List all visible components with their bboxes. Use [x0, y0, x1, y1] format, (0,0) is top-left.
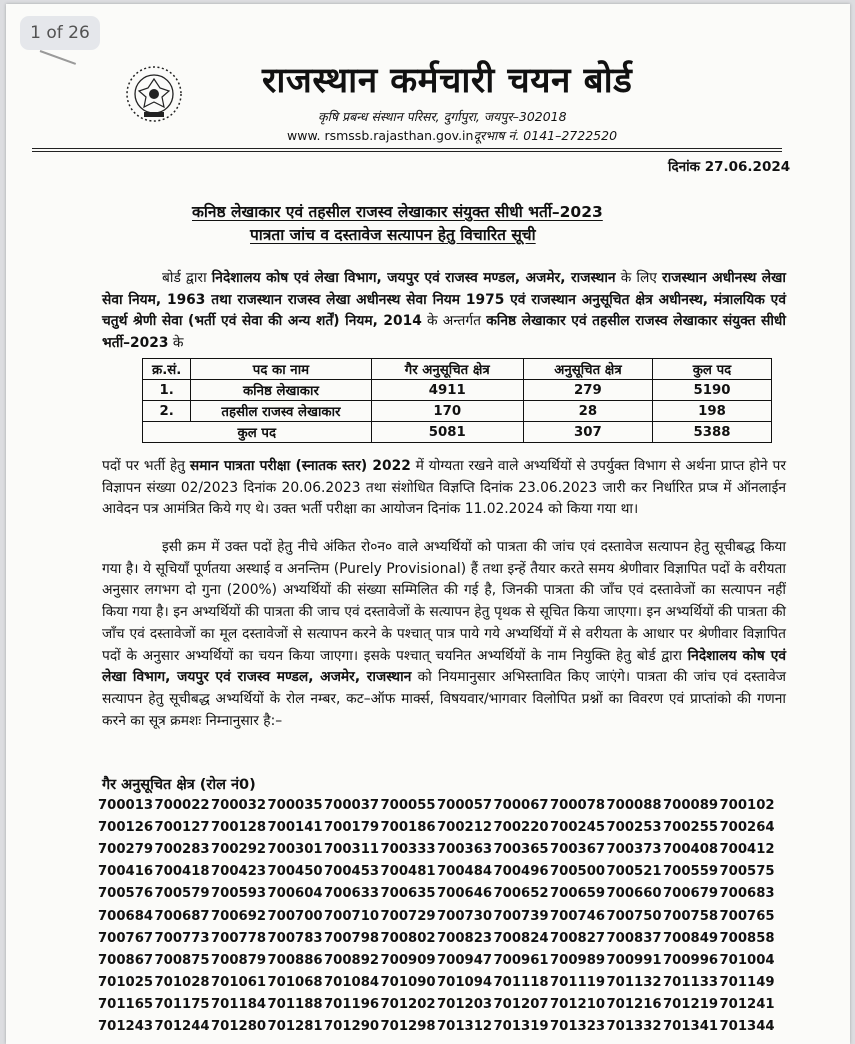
roll-number: 701244 [154, 1019, 210, 1035]
roll-number: 700496 [493, 864, 549, 880]
roll-number: 700078 [550, 797, 606, 813]
roll-number: 700220 [493, 819, 549, 835]
roll-row [98, 838, 776, 860]
roll-number: 700055 [380, 797, 436, 813]
roll-number: 700418 [154, 864, 210, 880]
roll-number: 700279 [98, 841, 154, 857]
roll-number: 700824 [493, 930, 549, 946]
roll-number: 700521 [606, 864, 662, 880]
roll-number: 700089 [663, 797, 719, 813]
verification-paragraph: इसी क्रम में उक्त पदों हेतु नीचे अंकित रो०न० वाले अभ्यर्थियों को पात्रता की जांच एवं दस्तावेज सत्यापन हेतु सूचीबद्ध किया गया है। ये सूचियाँ पूर्णतया अस्थाई व अनन्तिम (Purely Provisional) हैं तथा इन्हें तैयार करते समय श्रेणीवार विज्ञापित पदों के वरीयता अनुसार लगभग दो गुना (200%) अभ्यर्थियों की संख्या सम्मिलित की गई है, जिनकी पात्रता की जाँच एवं दस्तावेजों का सत्यापन नहीं किया गया है। इन अभ्यर्थियों की पात्रता की जाच एवं दस्तावेजों के सत्यापन हेतु पृथक से सूचित किया जाएगा। इन अभ्यर्थियों की पात्रता की जाँच एवं दस्तावेजों का मूल दस्तावेजों से सत्यापन करने के पश्चात् पात्र पाये गये अभ्यर्थियों में से वरीयता के आधार पर श्रेणीवार विज्ञापित पदों के अनुसार अभ्यर्थियों का चयन किया जाएगा। इसके पश्चात् चयनित अभ्यर्थियों के नाम नियुक्ति हेतु बोर्ड द्वारा निदेशालय कोष एवं लेखा विभाग, जयपुर एवं राजस्व मण्डल, अजमेर, राजस्थान को नियमानुसार अभिस्तावित किए जाएंगे। पात्रता की जांच एवं दस्तावेज सत्यापन हेतु सूचीबद्ध अभ्यर्थियों के रोल नम्बर, कट–ऑफ मार्क्स, विषयवार/भागवार विलोपित प्रश्नों का विवरण एवं प्राप्तांको की गणना करने का सूत्र क्रमशः निम्नानुसार है:– [102, 539, 787, 729]
roll-number: 701188 [267, 997, 323, 1013]
subject-line-1: कनिष्ठ लेखाकार एवं तहसील राजस्व लेखाकार संयुक्त सीधी भर्ती–2023 [192, 203, 603, 221]
roll-number: 700408 [663, 841, 719, 857]
roll-number: 700212 [437, 819, 493, 835]
roll-row [98, 972, 776, 994]
roll-number: 700311 [324, 841, 380, 857]
roll-number: 701280 [211, 1019, 267, 1035]
posts-table [142, 358, 772, 443]
roll-number: 701341 [663, 1019, 719, 1035]
roll-number: 700989 [550, 952, 606, 968]
roll-number: 700684 [98, 908, 154, 924]
roll-number: 700292 [211, 841, 267, 857]
roll-number: 700186 [380, 819, 436, 835]
roll-number: 700013 [98, 797, 154, 813]
exam-paragraph: पदों पर भर्ती हेतु समान पात्रता परीक्षा (स्नातक स्तर) 2022 में योग्यता रखने वाले अभ्यर्थियों से उपर्युक्त विभाग से अर्थना प्राप्त होने पर विज्ञापन संख्या 02/2023 दिनांक 20.06.2023 तथा संशोधित विज्ञप्ति दिनांक 23.06.2023 जारी कर निर्धारित प्रप्त्र में ऑनलाईन आवेदन पत्र आमंत्रित किये गए थे। उक्त भर्ती परीक्षा का आयोजन दिनांक 11.02.2024 को किया गया था। [102, 458, 787, 518]
roll-number: 700683 [719, 886, 775, 902]
roll-number: 700416 [98, 864, 154, 880]
roll-number: 700032 [211, 797, 267, 813]
roll-number: 700128 [211, 819, 267, 835]
roll-number: 700253 [606, 819, 662, 835]
roll-number: 700679 [663, 886, 719, 902]
roll-number: 700849 [663, 930, 719, 946]
roll-number: 700750 [606, 908, 662, 924]
roll-number: 700765 [719, 908, 775, 924]
roll-number: 700037 [324, 797, 380, 813]
document-page [6, 4, 850, 1044]
roll-number: 701344 [719, 1019, 775, 1035]
roll-number: 700481 [380, 864, 436, 880]
roll-number: 700579 [154, 886, 210, 902]
roll-number: 700660 [606, 886, 662, 902]
posts-table-total-row: कुल पद 5081 307 5388 [143, 422, 772, 443]
roll-number: 700484 [437, 864, 493, 880]
roll-number: 700823 [437, 930, 493, 946]
roll-number: 700102 [719, 797, 775, 813]
roll-number: 701207 [493, 997, 549, 1013]
intro-paragraph: बोर्ड द्वारा निदेशालय कोष एवं लेखा विभाग, जयपुर एवं राजस्व मण्डल, अजमेर, राजस्थान के लिए राजस्थान अधीनस्थ लेखा सेवा नियम, 1963 तथा राजस्थान राजस्व लेखा अधीनस्थ सेवा नियम 1975 एवं राजस्थान अनुसूचित क्षेत्र अधीनस्थ, मंत्रालयिक एवं चतुर्थ श्रेणी सेवा (भर्ती एवं सेवा की अन्य शर्तें) नियम, 2014 के अन्तर्गत कनिष्ठ लेखाकार एवं तहसील राजस्व लेखाकार संयुक्त सीधी भर्ती–2023 के [102, 270, 787, 352]
roll-number: 700767 [98, 930, 154, 946]
roll-number: 700633 [324, 886, 380, 902]
roll-number: 700593 [211, 886, 267, 902]
roll-number: 701094 [437, 975, 493, 991]
roll-number: 700687 [154, 908, 210, 924]
roll-number: 701068 [267, 975, 323, 991]
roll-number: 701219 [663, 997, 719, 1013]
posts-table-header [143, 359, 772, 380]
roll-number: 700022 [154, 797, 210, 813]
roll-number: 700127 [154, 819, 210, 835]
roll-number: 700423 [211, 864, 267, 880]
posts-table-row: 2. तहसील राजस्व लेखाकार 170 28 198 [143, 401, 772, 422]
posts-col-total: कुल पद [652, 359, 771, 380]
roll-number: 700365 [493, 841, 549, 857]
posts-col-scheduled: अनुसूचित क्षेत्र [523, 359, 652, 380]
roll-number: 700141 [267, 819, 323, 835]
roll-number: 701184 [211, 997, 267, 1013]
roll-number: 700264 [719, 819, 775, 835]
roll-number: 700802 [380, 930, 436, 946]
roll-number: 701132 [606, 975, 662, 991]
posts-col-sno: क्र.सं. [143, 359, 191, 380]
roll-number: 701090 [380, 975, 436, 991]
posts-table-row: 1. कनिष्ठ लेखाकार 4911 279 5190 [143, 380, 772, 401]
roll-number: 700575 [719, 864, 775, 880]
roll-number: 700301 [267, 841, 323, 857]
roll-number: 700961 [493, 952, 549, 968]
roll-number: 700798 [324, 930, 380, 946]
roll-row [98, 1016, 776, 1038]
posts-col-non-scheduled: गैर अनुसूचित क्षेत्र [371, 359, 523, 380]
roll-row [98, 883, 776, 905]
roll-number: 700783 [267, 930, 323, 946]
roll-number: 700692 [211, 908, 267, 924]
document-date: दिनांक 27.06.2024 [668, 159, 791, 175]
board-title: राजस्थान कर्मचारी चयन बोर्ड [262, 61, 633, 101]
roll-number: 700450 [267, 864, 323, 880]
roll-number: 700858 [719, 930, 775, 946]
roll-number: 700773 [154, 930, 210, 946]
roll-number: 700996 [663, 952, 719, 968]
roll-row [98, 861, 776, 883]
roll-row [98, 905, 776, 927]
roll-number: 701319 [493, 1019, 549, 1035]
roll-number: 701084 [324, 975, 380, 991]
roll-number: 701312 [437, 1019, 493, 1035]
page-indicator: 1 of 26 [20, 16, 100, 50]
roll-number: 700746 [550, 908, 606, 924]
roll-number: 700373 [606, 841, 662, 857]
roll-number: 701149 [719, 975, 775, 991]
board-phone: दूरभाष नं. 0141–2722520 [473, 128, 618, 143]
roll-number: 700283 [154, 841, 210, 857]
roll-row [98, 994, 776, 1016]
rsmssb-emblem-icon [124, 64, 184, 124]
board-website: www. rsmssb.rajasthan.gov.in [287, 128, 474, 143]
roll-number: 700088 [606, 797, 662, 813]
roll-number: 700947 [437, 952, 493, 968]
roll-number: 700179 [324, 819, 380, 835]
posts-col-name: पद का नाम [191, 359, 371, 380]
roll-number: 700730 [437, 908, 493, 924]
roll-number: 700710 [324, 908, 380, 924]
board-contact [287, 127, 617, 144]
roll-row [98, 794, 776, 816]
roll-number: 701216 [606, 997, 662, 1013]
roll-number: 700729 [380, 908, 436, 924]
roll-row [98, 816, 776, 838]
roll-number: 700245 [550, 819, 606, 835]
roll-number: 700604 [267, 886, 323, 902]
roll-number: 701202 [380, 997, 436, 1013]
roll-number: 701332 [606, 1019, 662, 1035]
roll-number: 700837 [606, 930, 662, 946]
header-rule-bottom [32, 151, 782, 152]
roll-number: 700875 [154, 952, 210, 968]
roll-number-table [98, 794, 776, 1038]
roll-number: 700827 [550, 930, 606, 946]
roll-number: 700892 [324, 952, 380, 968]
roll-number: 700991 [606, 952, 662, 968]
roll-number: 701243 [98, 1019, 154, 1035]
roll-number: 700646 [437, 886, 493, 902]
header-rule-top [32, 148, 782, 149]
roll-number: 700035 [267, 797, 323, 813]
roll-number: 700363 [437, 841, 493, 857]
roll-number: 700067 [493, 797, 549, 813]
roll-number: 700867 [98, 952, 154, 968]
roll-number: 700333 [380, 841, 436, 857]
roll-number: 701025 [98, 975, 154, 991]
roll-number: 701203 [437, 997, 493, 1013]
board-address: कृषि प्रबन्ध संस्थान परिसर, दुर्गापुरा, जयपुर–302018 [318, 109, 567, 124]
roll-number: 700700 [267, 908, 323, 924]
roll-number: 701323 [550, 1019, 606, 1035]
roll-number: 700453 [324, 864, 380, 880]
roll-number: 700739 [493, 908, 549, 924]
roll-number: 700367 [550, 841, 606, 857]
roll-number: 701298 [380, 1019, 436, 1035]
roll-number: 701119 [550, 975, 606, 991]
roll-number: 700758 [663, 908, 719, 924]
roll-number: 700057 [437, 797, 493, 813]
roll-number: 700576 [98, 886, 154, 902]
roll-number: 700126 [98, 819, 154, 835]
roll-row [98, 927, 776, 949]
roll-number: 700559 [663, 864, 719, 880]
roll-number: 701028 [154, 975, 210, 991]
roll-number: 701165 [98, 997, 154, 1013]
roll-number: 700879 [211, 952, 267, 968]
roll-number: 700635 [380, 886, 436, 902]
roll-number: 701061 [211, 975, 267, 991]
roll-number: 700659 [550, 886, 606, 902]
roll-number: 701241 [719, 997, 775, 1013]
roll-number: 701004 [719, 952, 775, 968]
roll-number: 700652 [493, 886, 549, 902]
roll-number: 700412 [719, 841, 775, 857]
roll-number: 701210 [550, 997, 606, 1013]
roll-number: 701175 [154, 997, 210, 1013]
roll-row [98, 949, 776, 971]
roll-number: 700778 [211, 930, 267, 946]
subject-line-2: पात्रता जांच व दस्तावेज सत्यापन हेतु विचारित सूची [250, 226, 536, 244]
roll-number: 701196 [324, 997, 380, 1013]
roll-number: 701290 [324, 1019, 380, 1035]
roll-number: 701118 [493, 975, 549, 991]
roll-number: 700886 [267, 952, 323, 968]
roll-number: 701133 [663, 975, 719, 991]
roll-number: 700255 [663, 819, 719, 835]
roll-section-title: गैर अनुसूचित क्षेत्र (रोल नं0) [102, 777, 256, 793]
roll-number: 701281 [267, 1019, 323, 1035]
roll-number: 700909 [380, 952, 436, 968]
roll-number: 700500 [550, 864, 606, 880]
